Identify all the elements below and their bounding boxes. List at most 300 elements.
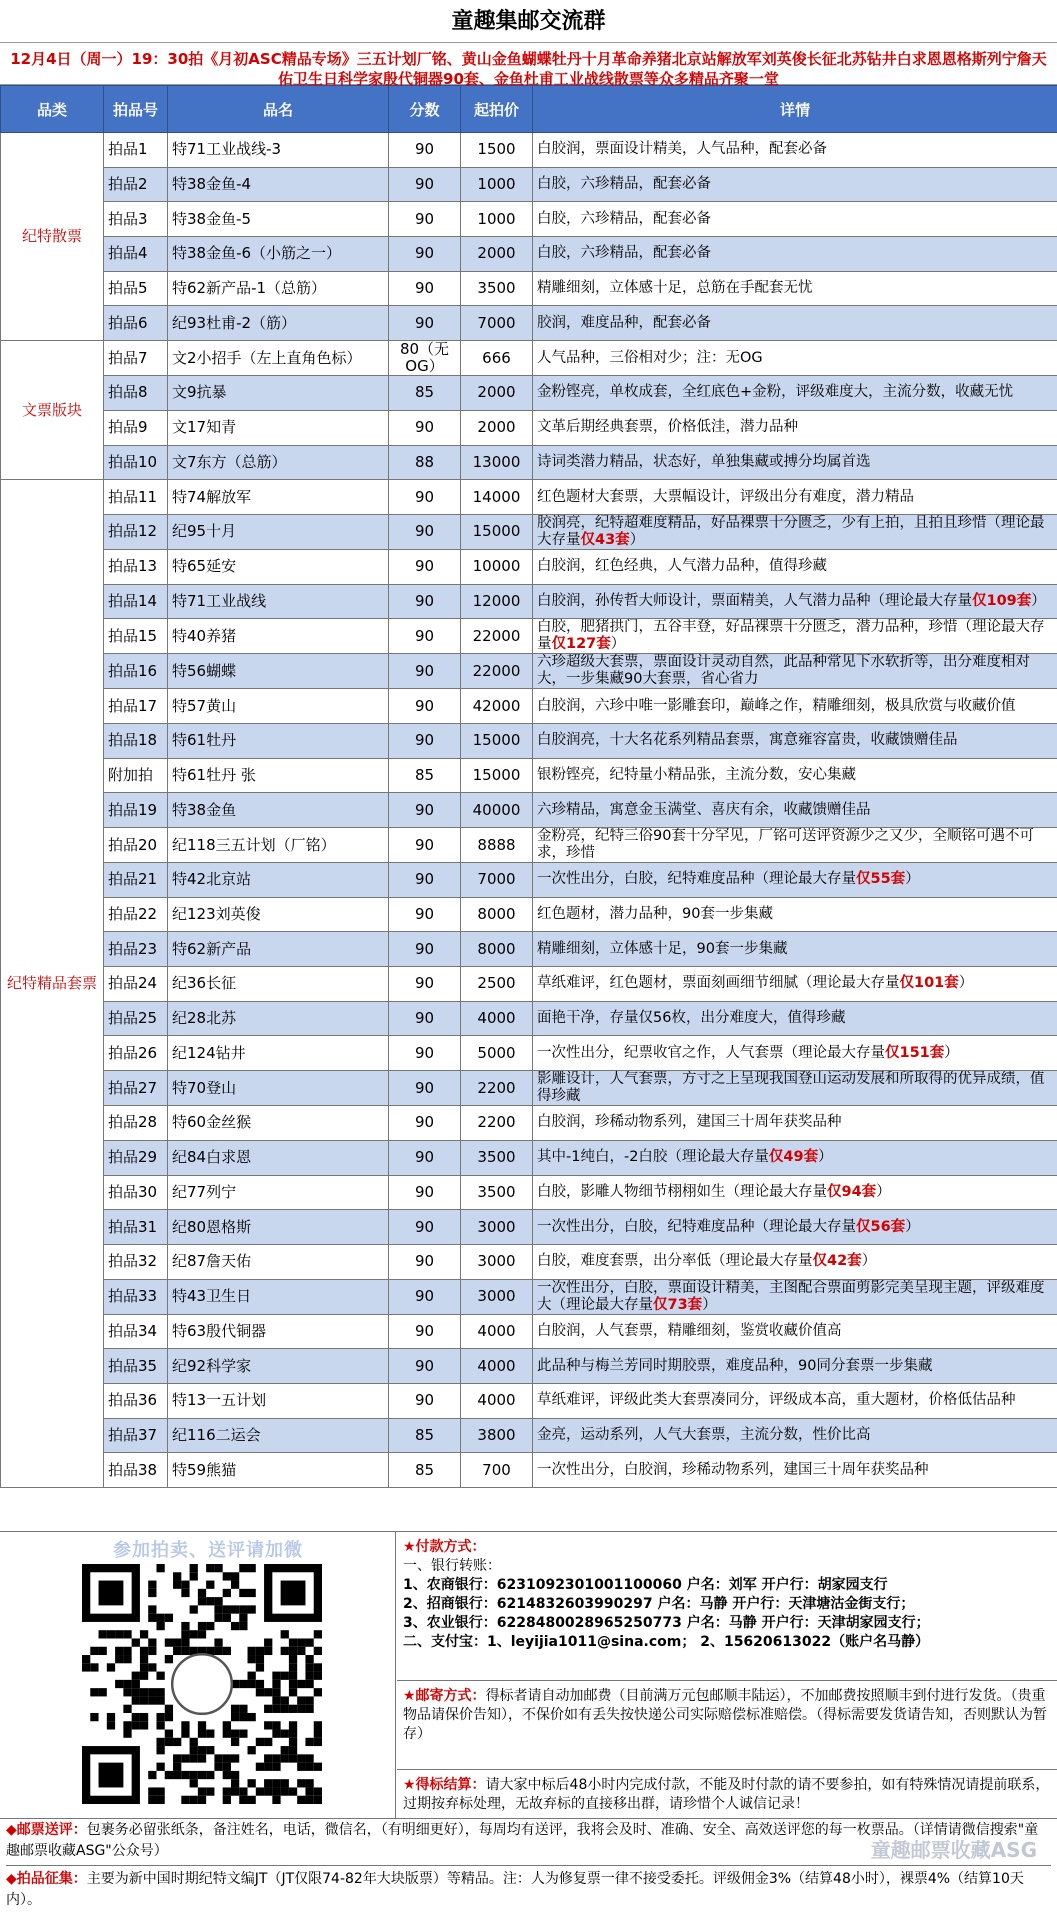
detail-tail: ） [905, 871, 920, 887]
lot-number-cell: 拍品6 [104, 306, 168, 341]
lot-name-cell: 特40养猪 [168, 619, 389, 654]
qr-code-icon [82, 1564, 322, 1804]
lot-name-cell: 纪87詹天佑 [168, 1244, 389, 1279]
detail-tail: ） [630, 532, 645, 548]
alipay-line: 二、支付宝：1、leyijia1011@sina.com； 2、15620613022（账户名马静） [403, 1633, 1051, 1652]
lot-name-cell: 特70登山 [168, 1071, 389, 1106]
table-row [1, 932, 1057, 967]
lot-name-cell: 特38金鱼-4 [168, 167, 389, 202]
column-header: 分数 [389, 86, 461, 133]
start-price-cell: 2200 [461, 1106, 533, 1141]
category-cell: 纪特精品套票 [1, 480, 104, 1488]
lot-number-cell: 拍品36 [104, 1383, 168, 1418]
table-row [1, 1001, 1057, 1036]
detail-cell [533, 723, 1057, 758]
detail-cell [533, 1001, 1057, 1036]
lot-name-cell: 特42北京站 [168, 863, 389, 898]
qr-panel [0, 1532, 396, 1818]
stock-highlight: 仅101套 [900, 975, 959, 991]
score-cell: 90 [389, 514, 461, 549]
payment-section [397, 1532, 1057, 1680]
start-price-cell: 10000 [461, 549, 533, 584]
shipping-text: 得标者请自动加邮费（目前满万元包邮顺丰陆运），不加邮费按照顺丰到付进行发货。（贵重物品请保价告知），不保价如有丢失按快递公司实际赔偿标准赔偿。（得标需要发货请告知，否则默认为暂存） [403, 1688, 1047, 1742]
table-row [1, 1418, 1057, 1453]
detail-cell [533, 619, 1057, 654]
table-row [1, 1453, 1057, 1488]
lot-number-cell: 拍品5 [104, 271, 168, 306]
lot-name-cell: 文2小招手（左上直角色标） [168, 341, 389, 376]
table-row [1, 167, 1057, 202]
start-price-cell: 3000 [461, 1210, 533, 1245]
detail-cell [533, 514, 1057, 549]
score-cell: 90 [389, 967, 461, 1002]
lot-number-cell: 拍品31 [104, 1210, 168, 1245]
watermark: 童趣邮票收藏ASG [871, 1834, 1037, 1863]
detail-cell [533, 689, 1057, 724]
score-cell: 90 [389, 1001, 461, 1036]
start-price-cell: 2000 [461, 410, 533, 445]
detail-text: 其中-1纯白，-2白胶（理论最大存量 [537, 1149, 769, 1165]
score-cell: 90 [389, 1279, 461, 1314]
table-row [1, 341, 1057, 376]
lot-name-cell: 特65延安 [168, 549, 389, 584]
lot-name-cell: 特43卫生日 [168, 1279, 389, 1314]
detail-cell [533, 1106, 1057, 1141]
detail-text: 一次性出分，白胶，纪特难度品种（理论最大存量 [537, 1219, 856, 1235]
detail-text: 此品种与梅兰芳同时期胶票，难度品种，90同分套票一步集藏 [537, 1358, 932, 1374]
detail-text: 白胶，六珍精品，配套必备 [537, 176, 711, 192]
stock-highlight: 仅73套 [653, 1297, 702, 1313]
lot-number-cell: 拍品23 [104, 932, 168, 967]
detail-cell [533, 932, 1057, 967]
start-price-cell: 8000 [461, 932, 533, 967]
detail-cell [533, 341, 1057, 376]
detail-text: 金粉亮，纪特三俗90套十分罕见，厂铭可送评资源少之又少，全顺铭可遇不可求，珍惜 [537, 828, 1034, 861]
detail-cell [533, 967, 1057, 1002]
lot-number-cell: 拍品11 [104, 480, 168, 515]
appraisal-title: 邮票送评： [17, 1822, 87, 1838]
detail-cell [533, 1175, 1057, 1210]
lot-name-cell: 特38金鱼-5 [168, 202, 389, 237]
lot-name-cell: 文17知青 [168, 410, 389, 445]
detail-text: 一次性出分，白胶润，珍稀动物系列，建国三十周年获奖品种 [537, 1462, 929, 1478]
detail-cell [533, 1349, 1057, 1384]
score-cell: 90 [389, 619, 461, 654]
table-row [1, 584, 1057, 619]
score-cell: 90 [389, 480, 461, 515]
table-row [1, 1279, 1057, 1314]
start-price-cell: 7000 [461, 306, 533, 341]
detail-cell [533, 1279, 1057, 1314]
start-price-cell: 4000 [461, 1001, 533, 1036]
start-price-cell: 12000 [461, 584, 533, 619]
detail-text: 金亮，运动系列，人气大套票，主流分数，性价比高 [537, 1427, 871, 1443]
info-section [0, 1531, 1057, 1819]
lot-number-cell: 拍品33 [104, 1279, 168, 1314]
lot-number-cell: 拍品38 [104, 1453, 168, 1488]
lot-name-cell: 特38金鱼-6（小筋之一） [168, 237, 389, 272]
score-cell: 90 [389, 1210, 461, 1245]
table-row [1, 1071, 1057, 1106]
category-cell: 文票版块 [1, 341, 104, 480]
table-row [1, 897, 1057, 932]
detail-text: 面艳干净，存量仅56枚，出分难度大，值得珍藏 [537, 1010, 845, 1026]
table-row [1, 619, 1057, 654]
lot-number-cell: 拍品12 [104, 514, 168, 549]
score-cell: 90 [389, 793, 461, 828]
lot-number-cell: 拍品7 [104, 341, 168, 376]
detail-cell [533, 480, 1057, 515]
stock-highlight: 仅127套 [552, 636, 611, 652]
table-row [1, 793, 1057, 828]
detail-cell [533, 1383, 1057, 1418]
score-cell: 85 [389, 376, 461, 411]
start-price-cell: 1500 [461, 133, 533, 168]
table-row [1, 376, 1057, 411]
score-cell: 90 [389, 1314, 461, 1349]
score-cell: 90 [389, 1175, 461, 1210]
settlement-title: ★得标结算： [403, 1777, 486, 1793]
score-cell: 90 [389, 410, 461, 445]
table-row [1, 1106, 1057, 1141]
start-price-cell: 13000 [461, 445, 533, 480]
detail-text: 六珍精品，寓意金玉满堂、喜庆有余，收藏馈赠佳品 [537, 802, 871, 818]
score-cell: 90 [389, 549, 461, 584]
lot-name-cell: 纪80恩格斯 [168, 1210, 389, 1245]
detail-tail: ） [905, 1219, 920, 1235]
lot-number-cell: 拍品3 [104, 202, 168, 237]
detail-cell [533, 1314, 1057, 1349]
column-header: 品名 [168, 86, 389, 133]
lot-number-cell: 拍品32 [104, 1244, 168, 1279]
score-cell: 90 [389, 723, 461, 758]
lot-name-cell: 特63殷代铜器 [168, 1314, 389, 1349]
detail-text: 一次性出分，白胶，纪特难度品种（理论最大存量 [537, 871, 856, 887]
lot-number-cell: 拍品18 [104, 723, 168, 758]
lot-number-cell: 拍品30 [104, 1175, 168, 1210]
score-cell: 90 [389, 932, 461, 967]
start-price-cell: 7000 [461, 863, 533, 898]
detail-text: 人气品种，三俗相对少；注：无OG [537, 350, 763, 366]
detail-cell [533, 897, 1057, 932]
lot-name-cell: 特61牡丹 张 [168, 758, 389, 793]
start-price-cell: 15000 [461, 514, 533, 549]
settlement-text: 请大家中标后48小时内完成付款，不能及时付款的请不要参拍，如有特殊情况请提前联系，过期按弃标处理，无故弃标的直接移出群，请珍惜个人诚信记录！ [403, 1777, 1049, 1812]
score-cell: 90 [389, 828, 461, 863]
lot-number-cell: 拍品10 [104, 445, 168, 480]
lot-number-cell: 拍品37 [104, 1418, 168, 1453]
collection-text: 主要为新中国时期纪特文编JT（JT仅限74-82年大块版票）等精品。注：人为修复票一律不接受委托。评级佣金3%（结算48小时），裸票4%（结算10天内）。 [6, 1871, 1024, 1908]
score-cell: 90 [389, 1071, 461, 1106]
start-price-cell: 3000 [461, 1279, 533, 1314]
start-price-cell: 15000 [461, 758, 533, 793]
lot-name-cell: 纪28北苏 [168, 1001, 389, 1036]
table-row [1, 1175, 1057, 1210]
detail-text: 红色题材，潜力品种，90套一步集藏 [537, 906, 773, 922]
diamond-icon: ◆ [6, 1822, 17, 1838]
table-row [1, 723, 1057, 758]
lot-number-cell: 拍品27 [104, 1071, 168, 1106]
detail-text: 白胶润，孙传哲大师设计，票面精美，人气潜力品种（理论最大存量 [537, 593, 972, 609]
score-cell: 90 [389, 1140, 461, 1175]
detail-tail: ） [959, 975, 974, 991]
detail-tail: ） [1031, 593, 1046, 609]
table-row [1, 654, 1057, 689]
detail-cell [533, 133, 1057, 168]
start-price-cell: 8000 [461, 897, 533, 932]
lot-name-cell: 特13一五计划 [168, 1383, 389, 1418]
lot-number-cell: 拍品28 [104, 1106, 168, 1141]
detail-cell [533, 584, 1057, 619]
start-price-cell: 3800 [461, 1418, 533, 1453]
start-price-cell: 5000 [461, 1036, 533, 1071]
detail-text: 精雕细刻，立体感十足，90套一步集藏 [537, 941, 787, 957]
lot-name-cell: 特56蝴蝶 [168, 654, 389, 689]
stock-highlight: 仅42套 [813, 1253, 862, 1269]
lot-name-cell: 纪77列宁 [168, 1175, 389, 1210]
lot-name-cell: 特71工业战线 [168, 584, 389, 619]
lot-number-cell: 拍品16 [104, 654, 168, 689]
stock-highlight: 仅49套 [769, 1149, 818, 1165]
detail-text: 金粉铿亮，单枚成套，全红底色+金粉，评级难度大，主流分数，收藏无忧 [537, 384, 1013, 400]
detail-text: 白胶，六珍精品，配套必备 [537, 245, 711, 261]
lot-number-cell: 拍品2 [104, 167, 168, 202]
table-row [1, 445, 1057, 480]
detail-cell [533, 863, 1057, 898]
detail-text: 白胶润，人气套票，精雕细刻，鉴赏收藏价值高 [537, 1323, 842, 1339]
score-cell: 90 [389, 689, 461, 724]
start-price-cell: 2000 [461, 237, 533, 272]
start-price-cell: 8888 [461, 828, 533, 863]
table-row [1, 480, 1057, 515]
page-title: 童趣集邮交流群 [0, 0, 1057, 43]
lot-name-cell: 文7东方（总筋） [168, 445, 389, 480]
table-row [1, 1349, 1057, 1384]
table-row [1, 410, 1057, 445]
lot-name-cell: 纪124钻井 [168, 1036, 389, 1071]
detail-cell [533, 1210, 1057, 1245]
start-price-cell: 2000 [461, 376, 533, 411]
detail-cell [533, 445, 1057, 480]
table-row [1, 689, 1057, 724]
lot-name-cell: 特61牡丹 [168, 723, 389, 758]
score-cell: 85 [389, 758, 461, 793]
start-price-cell: 3500 [461, 271, 533, 306]
lot-number-cell: 拍品20 [104, 828, 168, 863]
start-price-cell: 3500 [461, 1140, 533, 1175]
table-row [1, 306, 1057, 341]
lot-name-cell: 特71工业战线-3 [168, 133, 389, 168]
column-header: 品类 [1, 86, 104, 133]
lot-name-cell: 纪123刘英俊 [168, 897, 389, 932]
payment-title: ★付款方式： [403, 1538, 1051, 1557]
detail-text: 白胶，难度套票，出分率低（理论最大存量 [537, 1253, 813, 1269]
lot-name-cell: 特60金丝猴 [168, 1106, 389, 1141]
lot-number-cell: 拍品4 [104, 237, 168, 272]
table-row [1, 828, 1057, 863]
score-cell: 80（无OG） [389, 341, 461, 376]
table-row [1, 967, 1057, 1002]
start-price-cell: 40000 [461, 793, 533, 828]
table-row [1, 202, 1057, 237]
detail-tail: ） [876, 1184, 891, 1200]
table-row [1, 237, 1057, 272]
start-price-cell: 22000 [461, 654, 533, 689]
score-cell: 90 [389, 306, 461, 341]
detail-tail: ） [611, 636, 626, 652]
detail-text: 白胶，影雕人物细节栩栩如生（理论最大存量 [537, 1184, 827, 1200]
start-price-cell: 700 [461, 1453, 533, 1488]
detail-tail: ） [818, 1149, 833, 1165]
lot-number-cell: 拍品26 [104, 1036, 168, 1071]
payment-intro: 一、银行转账： [403, 1557, 1051, 1576]
detail-tail: ） [944, 1045, 959, 1061]
detail-text: 六珍超级大套票，票面设计灵动自然，此品种常见下水软折等，出分难度相对大，一步集藏90大套票，省心省力 [537, 654, 1030, 687]
table-row [1, 863, 1057, 898]
qr-caption: 参加拍卖、送评请加微 [88, 1536, 328, 1562]
table-row [1, 1210, 1057, 1245]
lot-name-cell: 纪93杜甫-2（筋） [168, 306, 389, 341]
lot-number-cell: 拍品13 [104, 549, 168, 584]
score-cell: 88 [389, 445, 461, 480]
start-price-cell: 4000 [461, 1349, 533, 1384]
detail-text: 一次性出分，白胶，票面设计精美，主图配合票面剪影完美呈现主题，评级难度大（理论最大存量 [537, 1280, 1045, 1313]
score-cell: 90 [389, 271, 461, 306]
detail-text: 红色题材大套票，大票幅设计，评级出分有难度，潜力精品 [537, 489, 914, 505]
lot-number-cell: 拍品1 [104, 133, 168, 168]
stock-highlight: 仅56套 [856, 1219, 905, 1235]
table-row [1, 514, 1057, 549]
lot-number-cell: 拍品35 [104, 1349, 168, 1384]
detail-text: 影雕设计，人气套票，方寸之上呈现我国登山运动发展和所取得的优异成绩，值得珍藏 [537, 1071, 1045, 1104]
table-row [1, 1140, 1057, 1175]
bank-line: 3、农业银行：6228480028965250773 户名：马静 开户行：天津胡家园支行； [403, 1614, 1051, 1633]
score-cell: 90 [389, 1106, 461, 1141]
lot-name-cell: 纪84白求恩 [168, 1140, 389, 1175]
lot-name-cell: 特62新产品-1（总筋） [168, 271, 389, 306]
start-price-cell: 1000 [461, 167, 533, 202]
detail-cell [533, 1418, 1057, 1453]
stock-highlight: 仅151套 [885, 1045, 944, 1061]
start-price-cell: 666 [461, 341, 533, 376]
lot-number-cell: 拍品24 [104, 967, 168, 1002]
payment-panel [397, 1532, 1057, 1818]
detail-text: 白胶润，珍稀动物系列，建国三十周年获奖品种 [537, 1114, 842, 1130]
table-row [1, 549, 1057, 584]
lot-number-cell: 拍品19 [104, 793, 168, 828]
table-header-row [1, 86, 1057, 133]
lot-number-cell: 拍品9 [104, 410, 168, 445]
bank-line: 1、农商银行：6231092301001100060 户名：刘军 开户行：胡家园支行 [403, 1576, 1051, 1595]
score-cell: 90 [389, 167, 461, 202]
lot-name-cell: 特62新产品 [168, 932, 389, 967]
detail-cell [533, 376, 1057, 411]
score-cell: 90 [389, 202, 461, 237]
lot-number-cell: 拍品14 [104, 584, 168, 619]
detail-cell [533, 1036, 1057, 1071]
detail-cell [533, 1071, 1057, 1106]
table-row [1, 758, 1057, 793]
stock-highlight: 仅109套 [972, 593, 1031, 609]
score-cell: 90 [389, 237, 461, 272]
lot-name-cell: 纪116二运会 [168, 1418, 389, 1453]
shipping-title: ★邮寄方式： [403, 1688, 486, 1704]
detail-text: 草纸难评，评级此类大套票凑同分，评级成本高，重大题材，价格低估品种 [537, 1392, 1016, 1408]
detail-cell [533, 1244, 1057, 1279]
lot-name-cell: 纪36长征 [168, 967, 389, 1002]
detail-tail: ） [862, 1253, 877, 1269]
lot-name-cell: 纪92科学家 [168, 1349, 389, 1384]
lot-name-cell: 文9抗暴 [168, 376, 389, 411]
detail-cell [533, 237, 1057, 272]
lots-table [0, 85, 1057, 1488]
start-price-cell: 15000 [461, 723, 533, 758]
column-header: 详情 [533, 86, 1057, 133]
start-price-cell: 22000 [461, 619, 533, 654]
lot-name-cell: 纪95十月 [168, 514, 389, 549]
detail-text: 一次性出分，纪票收官之作，人气套票（理论最大存量 [537, 1045, 885, 1061]
detail-cell [533, 828, 1057, 863]
detail-cell [533, 167, 1057, 202]
column-header: 拍品号 [104, 86, 168, 133]
start-price-cell: 4000 [461, 1314, 533, 1349]
lots-table-body [1, 133, 1057, 1488]
detail-text: 草纸难评，红色题材，票面刻画细节细腻（理论最大存量 [537, 975, 900, 991]
detail-text: 银粉铿亮，纪特量小精品张，主流分数，安心集藏 [537, 767, 856, 783]
table-row [1, 1383, 1057, 1418]
lot-number-cell: 拍品34 [104, 1314, 168, 1349]
score-cell: 85 [389, 1453, 461, 1488]
lot-number-cell: 拍品25 [104, 1001, 168, 1036]
score-cell: 90 [389, 863, 461, 898]
stock-highlight: 仅94套 [827, 1184, 876, 1200]
detail-cell [533, 202, 1057, 237]
start-price-cell: 42000 [461, 689, 533, 724]
detail-text: 白胶润，六珍中唯一影雕套印，巅峰之作，精雕细刻，极具欣赏与收藏价值 [537, 698, 1016, 714]
detail-text: 白胶润，红色经典，人气潜力品种，值得珍藏 [537, 558, 827, 574]
detail-text: 胶润亮，纪特超难度精品，好品裸票十分匮乏，少有上拍，且拍且珍惜（理论最大存量 [537, 515, 1045, 548]
score-cell: 90 [389, 654, 461, 689]
detail-text: 胶润，难度品种，配套必备 [537, 315, 711, 331]
shipping-section [397, 1680, 1057, 1769]
start-price-cell: 2200 [461, 1071, 533, 1106]
auction-subtitle: 12月4日（周一）19：30拍《月初ASC精品专场》三五计划厂铭、黄山金鱼蝴蝶牡丹十月革命养猪北京站解放军刘英俊长征北苏钻井白求恩恩格斯列宁詹天佑卫生日科学家殷代铜器90套、金鱼杜甫工业战线散票等众多精品齐聚一堂 [0, 43, 1057, 85]
detail-cell [533, 271, 1057, 306]
score-cell: 90 [389, 1036, 461, 1071]
detail-cell [533, 1453, 1057, 1488]
bank-line: 2、招商银行：6214832603990297 户名：马静 开户行：天津塘沽金街支行； [403, 1595, 1051, 1614]
detail-text: 诗词类潜力精品，状态好，单独集藏或搏分均属首选 [537, 454, 871, 470]
lot-name-cell: 特74解放军 [168, 480, 389, 515]
lot-number-cell: 拍品21 [104, 863, 168, 898]
score-cell: 90 [389, 584, 461, 619]
category-cell: 纪特散票 [1, 133, 104, 341]
detail-text: 精雕细刻，立体感十足，总筋在手配套无忧 [537, 280, 813, 296]
detail-cell [533, 549, 1057, 584]
table-row [1, 133, 1057, 168]
lot-number-cell: 拍品29 [104, 1140, 168, 1175]
start-price-cell: 4000 [461, 1383, 533, 1418]
lot-name-cell: 特38金鱼 [168, 793, 389, 828]
lot-number-cell: 拍品17 [104, 689, 168, 724]
lot-number-cell: 拍品22 [104, 897, 168, 932]
table-row [1, 1036, 1057, 1071]
detail-cell [533, 654, 1057, 689]
table-row [1, 1244, 1057, 1279]
table-row [1, 271, 1057, 306]
lot-name-cell: 纪118三五计划（厂铭） [168, 828, 389, 863]
start-price-cell: 14000 [461, 480, 533, 515]
